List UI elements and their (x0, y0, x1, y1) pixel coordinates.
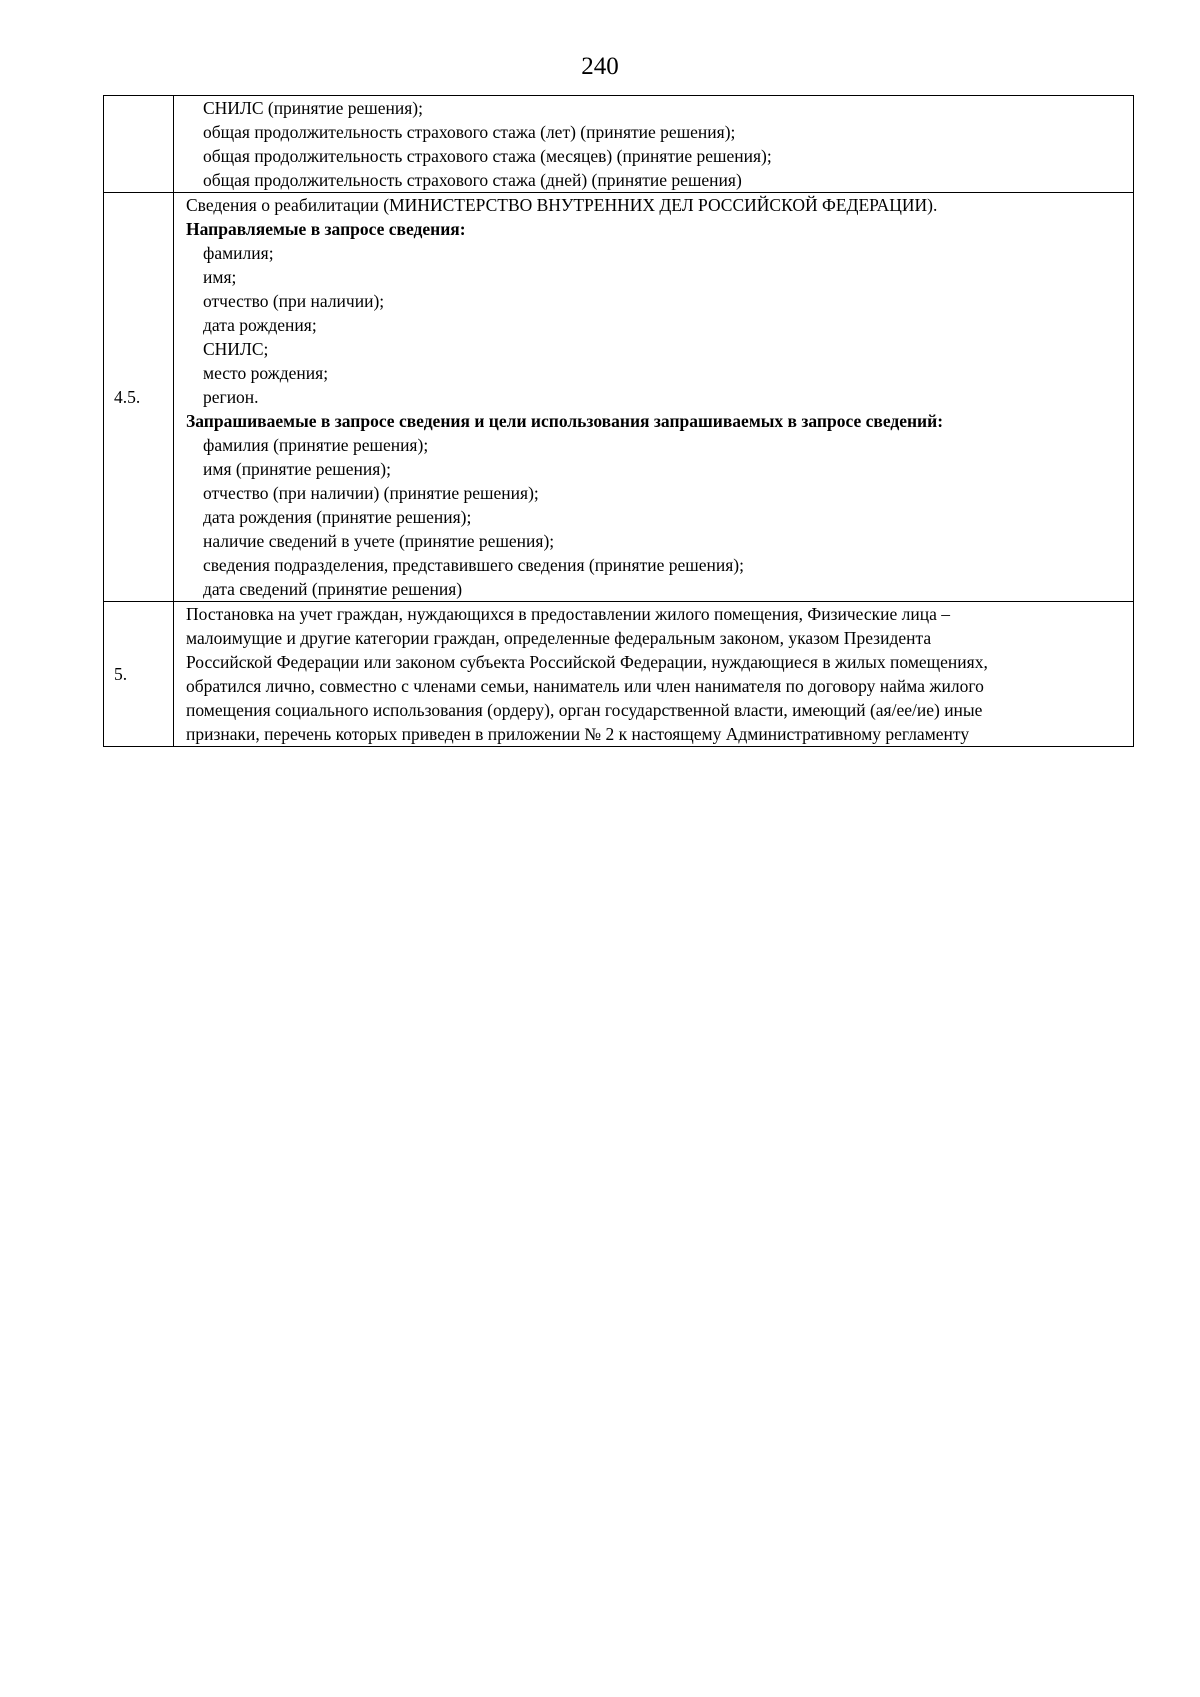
list-item: СНИЛС; (203, 339, 269, 359)
list-item: место рождения; (203, 363, 329, 383)
row-number-cell (104, 96, 174, 193)
list-item: наличие сведений в учете (принятие решения); (203, 531, 555, 551)
list-item: отчество (при наличии) (принятие решения); (203, 483, 539, 503)
list-item: дата сведений (принятие решения) (203, 579, 463, 599)
table-row (104, 96, 1134, 193)
row-number-cell: 5. (104, 602, 174, 747)
list-item: дата рождения (принятие решения); (203, 507, 472, 527)
page-number: 240 (581, 53, 619, 80)
paragraph-line: Постановка на учет граждан, нуждающихся в предоставлении жилого помещения, Физические лица – (186, 604, 950, 624)
paragraph-line: малоимущие и другие категории граждан, определенные федеральным законом, указом Президента (186, 628, 932, 648)
paragraph-line: признаки, перечень которых приведен в приложении № 2 к настоящему Административному регламенту (186, 724, 970, 744)
list-item: общая продолжительность страхового стажа (месяцев) (принятие решения); (203, 146, 772, 166)
table-row (104, 602, 1134, 747)
list-item: отчество (при наличии); (203, 291, 385, 311)
list-item: общая продолжительность страхового стажа (дней) (принятие решения) (203, 170, 742, 190)
section-intro: Сведения о реабилитации (МИНИСТЕРСТВО ВНУТРЕННИХ ДЕЛ РОССИЙСКОЙ ФЕДЕРАЦИИ). (186, 195, 938, 215)
sent-data-heading: Направляемые в запросе сведения: (186, 219, 466, 239)
paragraph-line: помещения социального использования (ордеру), орган государственной власти, имеющий (ая/ее/ие) иные (186, 700, 983, 720)
paragraph-line: обратился лично, совместно с членами семьи, наниматель или член нанимателя по договору найма жилого (186, 676, 984, 696)
row-number-cell: 4.5. (104, 193, 174, 602)
row-content-cell (174, 96, 1134, 193)
list-item: имя; (203, 267, 237, 287)
list-item: сведения подразделения, представившего сведения (принятие решения); (203, 555, 744, 575)
list-item: регион. (203, 387, 259, 407)
list-item: фамилия (принятие решения); (203, 435, 429, 455)
list-item: общая продолжительность страхового стажа (лет) (принятие решения); (203, 122, 736, 142)
row-content-cell (174, 602, 1134, 747)
list-item: имя (принятие решения); (203, 459, 391, 479)
paragraph-line: Российской Федерации или законом субъекта Российской Федерации, нуждающиеся в жилых помещениях, (186, 652, 988, 672)
table-row (104, 193, 1134, 602)
document-table (103, 95, 1134, 747)
requested-data-heading: Запрашиваемые в запросе сведения и цели использования запрашиваемых в запросе сведений: (186, 411, 944, 431)
row-content-cell (174, 193, 1134, 602)
list-item: СНИЛС (принятие решения); (203, 98, 423, 118)
list-item: дата рождения; (203, 315, 317, 335)
list-item: фамилия; (203, 243, 274, 263)
